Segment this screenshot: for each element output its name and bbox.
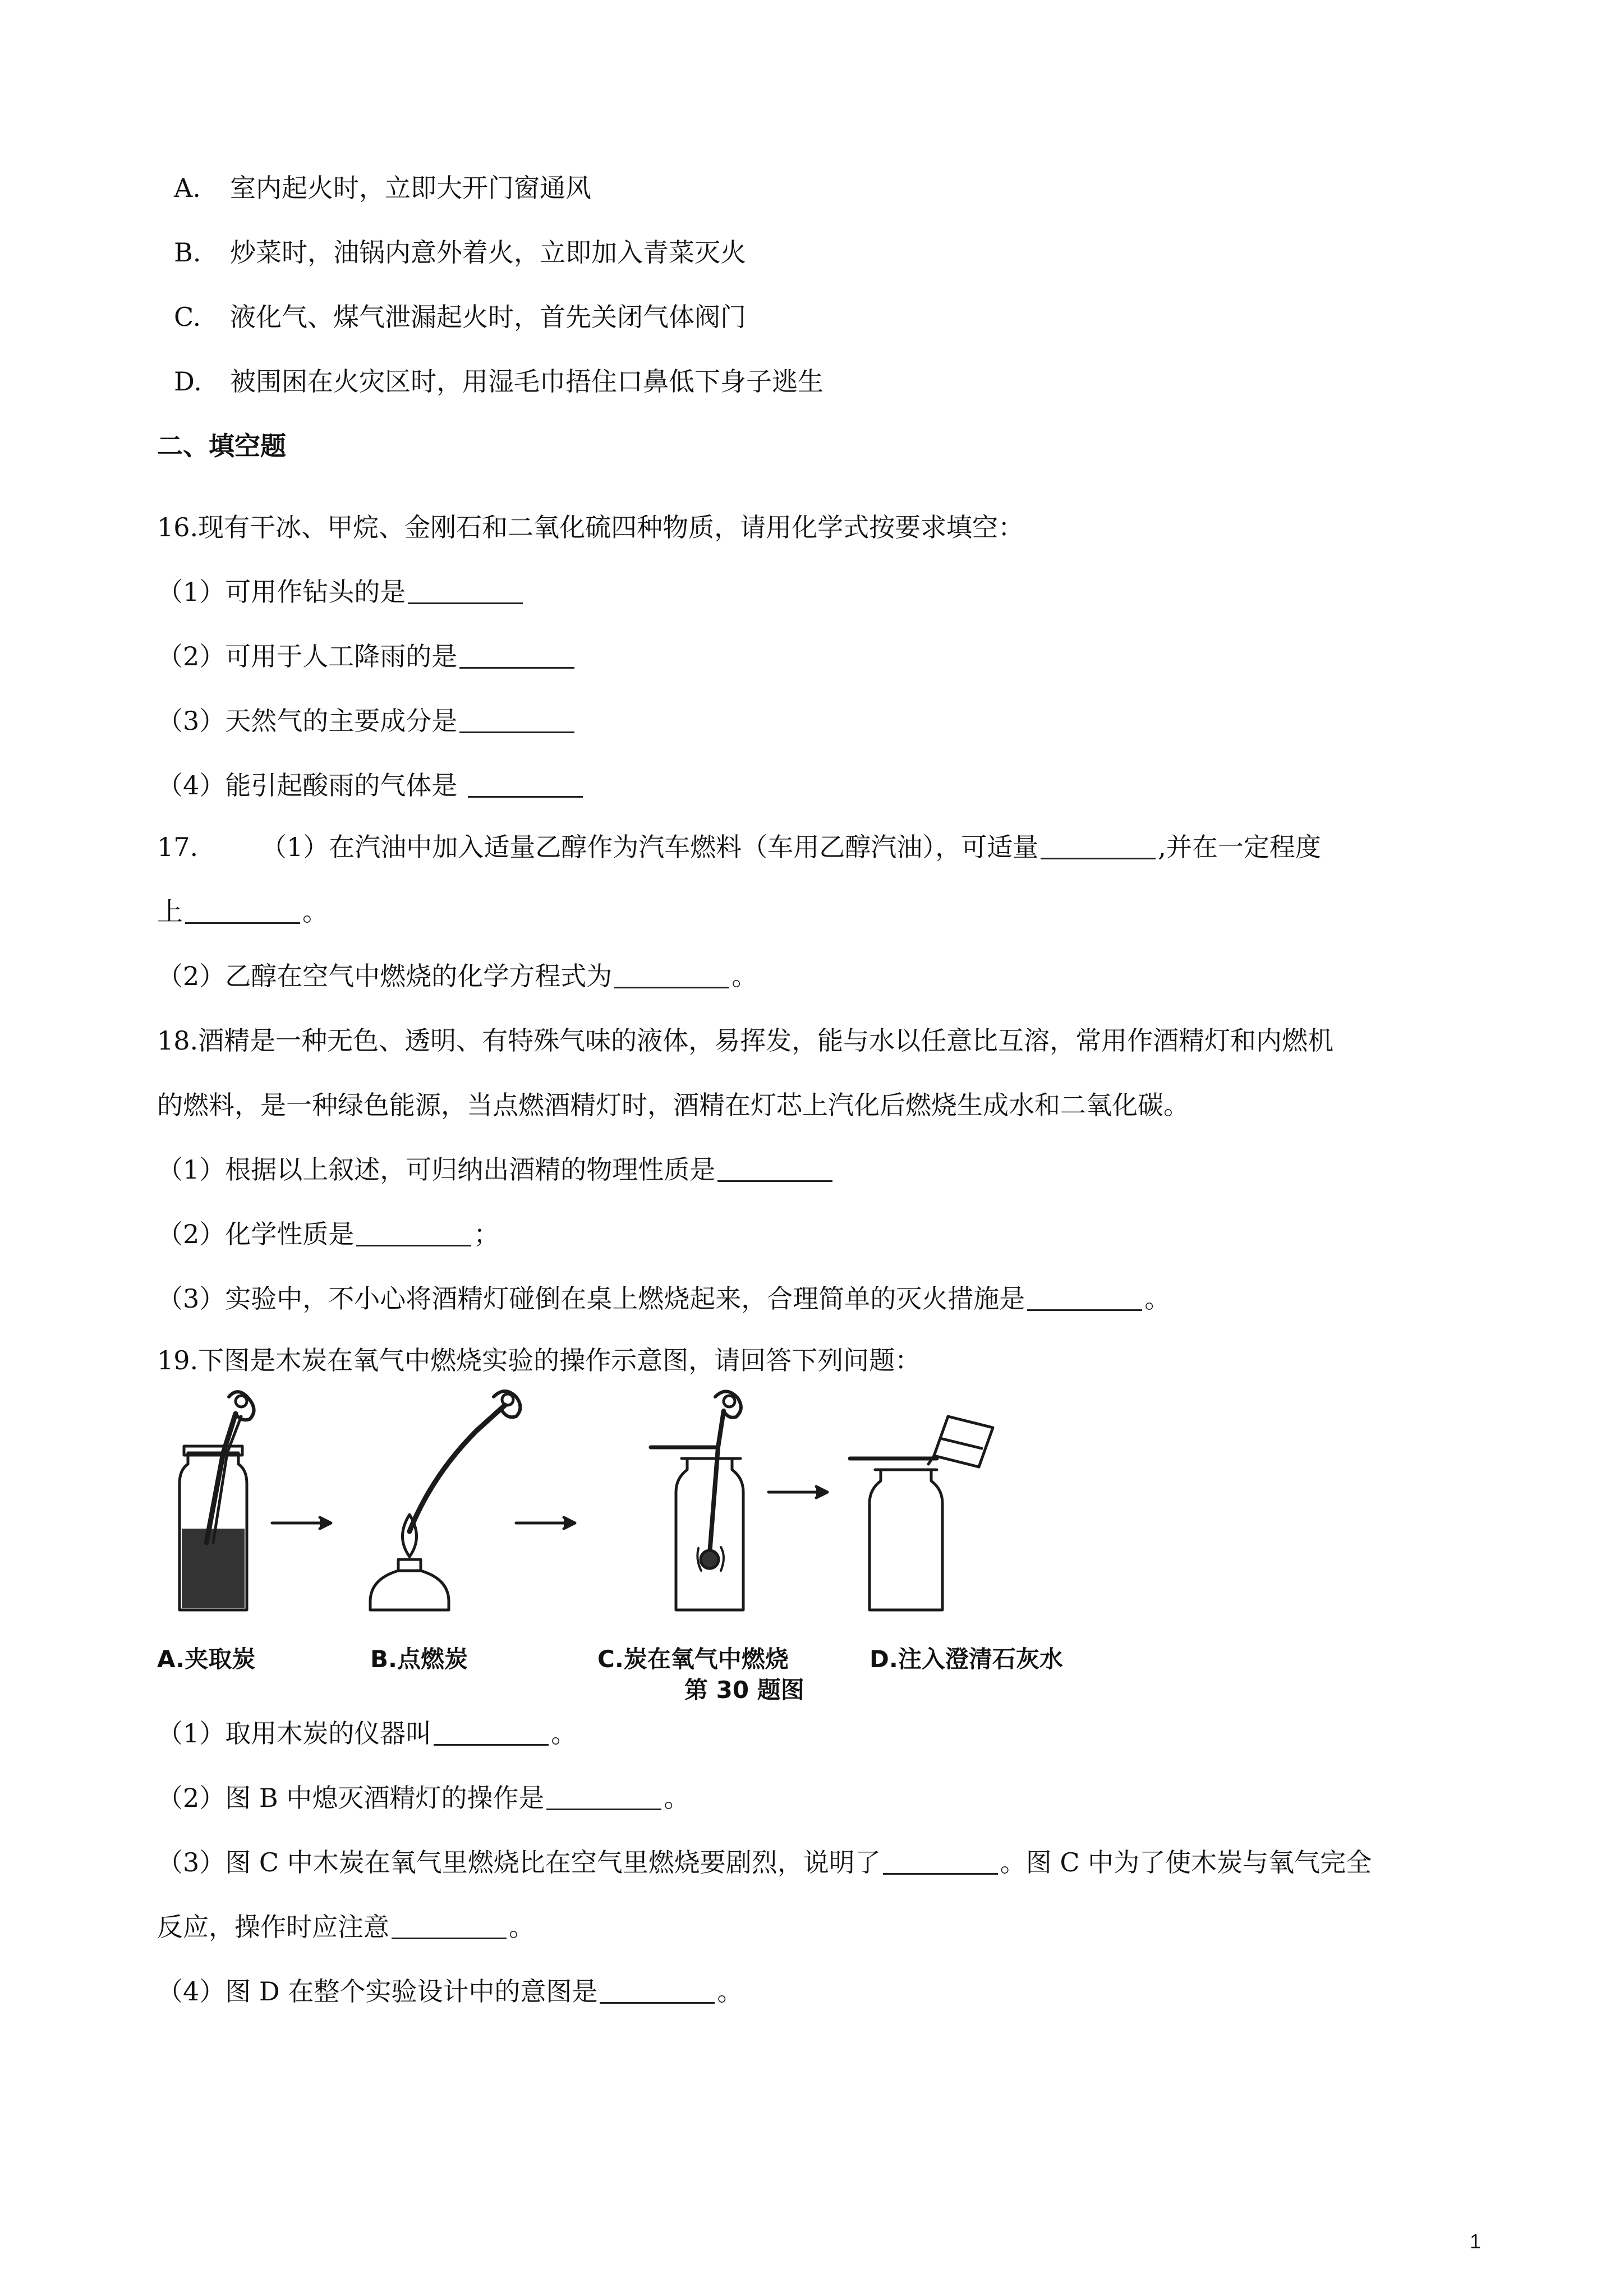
answer-blank[interactable] (614, 961, 729, 988)
option-label: C. (174, 302, 201, 332)
q18-part-3: （3）实验中，不小心将酒精灯碰倒在桌上燃烧起来，合理简单的灭火措施是 。 (157, 1283, 1171, 1314)
answer-blank[interactable] (356, 1219, 471, 1246)
answer-blank[interactable] (600, 1976, 715, 2004)
answer-blank[interactable] (883, 1847, 998, 1875)
q17-line-2: 上 。 (157, 896, 328, 927)
q19-part-1: （1）取用木炭的仪器叫 。 (157, 1718, 577, 1749)
q16-part-1: （1）可用作钻头的是 (157, 575, 525, 609)
q18-part-2: （2）化学性质是 ； (157, 1219, 500, 1249)
burning-charcoal-jar-icon (651, 1391, 743, 1610)
q19-part-2: （2）图 B 中熄灭酒精灯的操作是 。 (157, 1783, 690, 1813)
answer-blank[interactable] (185, 896, 300, 924)
page-number: 1 (1470, 2230, 1482, 2253)
figure-caption-d: D.注入澄清石灰水 (869, 1645, 1063, 1673)
jar-with-charcoal-icon (180, 1392, 254, 1610)
answer-blank[interactable] (392, 1912, 507, 1939)
section-title: 二、填空题 (157, 431, 286, 461)
q19-part-4: （4）图 D 在整个实验设计中的意图是 。 (157, 1976, 743, 2007)
option-label: D. (174, 366, 202, 397)
option-text: 被围困在火灾区时，用湿毛巾捂住口鼻低下身子逃生 (230, 366, 823, 397)
q19-part-3: （3）图 C 中木炭在氧气里燃烧比在空气里燃烧要剧烈，说明了 。图 C 中为了使木炭与氧气完全 (157, 1847, 1372, 1878)
answer-blank[interactable] (1041, 832, 1156, 859)
q19-stem: 19.下图是木炭在氧气中燃烧实验的操作示意图，请回答下列问题： (157, 1345, 921, 1375)
alcohol-lamp-icon (370, 1391, 521, 1610)
answer-blank[interactable] (468, 770, 583, 798)
q18-stem-line-1: 18.酒精是一种无色、透明、有特殊气味的液体，易挥发，能与水以任意比互溶，常用作酒精灯和内燃机 (157, 1025, 1334, 1056)
q18-part-1: （1）根据以上叙述，可归纳出酒精的物理性质是 (157, 1153, 835, 1186)
option-b (174, 236, 746, 269)
option-label: A. (174, 173, 201, 203)
q17-number: 17. (157, 832, 199, 862)
q18-stem-line-2: 的燃料，是一种绿色能源，当点燃酒精灯时，酒精在灯芯上汽化后燃烧生成水和二氧化碳。 (157, 1090, 1189, 1120)
experiment-figure (157, 1386, 1111, 1704)
answer-blank[interactable] (459, 641, 574, 669)
q17-line-1: 17. （1）在汽油中加入适量乙醇作为汽车燃料（车用乙醇汽油），可适量 ,并在一定程度 (157, 830, 1321, 864)
q19-part-3-cont: 反应，操作时应注意 。 (157, 1912, 535, 1942)
arrow-icon (769, 1487, 827, 1498)
figure-caption-a: A.夹取炭 (157, 1645, 256, 1673)
option-label: B. (174, 237, 201, 268)
option-text: 液化气、煤气泄漏起火时，首先关闭气体阀门 (230, 302, 746, 332)
q16-part-3: （3）天然气的主要成分是 (157, 704, 577, 738)
answer-blank[interactable] (434, 1718, 549, 1746)
option-text: 炒菜时，油锅内意外着火，立即加入青菜灭火 (230, 237, 746, 268)
q17-part-2: （2）乙醇在空气中燃烧的化学方程式为 。 (157, 961, 758, 991)
answer-blank[interactable] (546, 1783, 661, 1810)
option-c (174, 300, 746, 334)
q16-part-4: （4）能引起酸雨的气体是 (157, 769, 585, 802)
answer-blank[interactable] (408, 577, 523, 604)
answer-blank[interactable] (1027, 1283, 1142, 1311)
figure-title: 第 30 题图 (684, 1676, 804, 1704)
arrow-icon (516, 1517, 575, 1529)
option-a (174, 171, 591, 205)
option-d (174, 365, 823, 398)
q16-part-2: （2）可用于人工降雨的是 (157, 639, 577, 673)
option-text: 室内起火时，立即大开门窗通风 (230, 173, 591, 203)
q16-stem: 16.现有干冰、甲烷、金刚石和二氧化硫四种物质，请用化学式按要求填空： (157, 512, 1024, 542)
figure-caption-c: C.炭在氧气中燃烧 (597, 1645, 789, 1673)
limewater-pouring-icon (850, 1416, 993, 1610)
answer-blank[interactable] (459, 706, 574, 733)
arrow-icon (272, 1517, 331, 1529)
answer-blank[interactable] (717, 1154, 832, 1182)
figure-caption-b: B.点燃炭 (370, 1645, 468, 1673)
experiment-diagram (157, 1386, 1111, 1632)
